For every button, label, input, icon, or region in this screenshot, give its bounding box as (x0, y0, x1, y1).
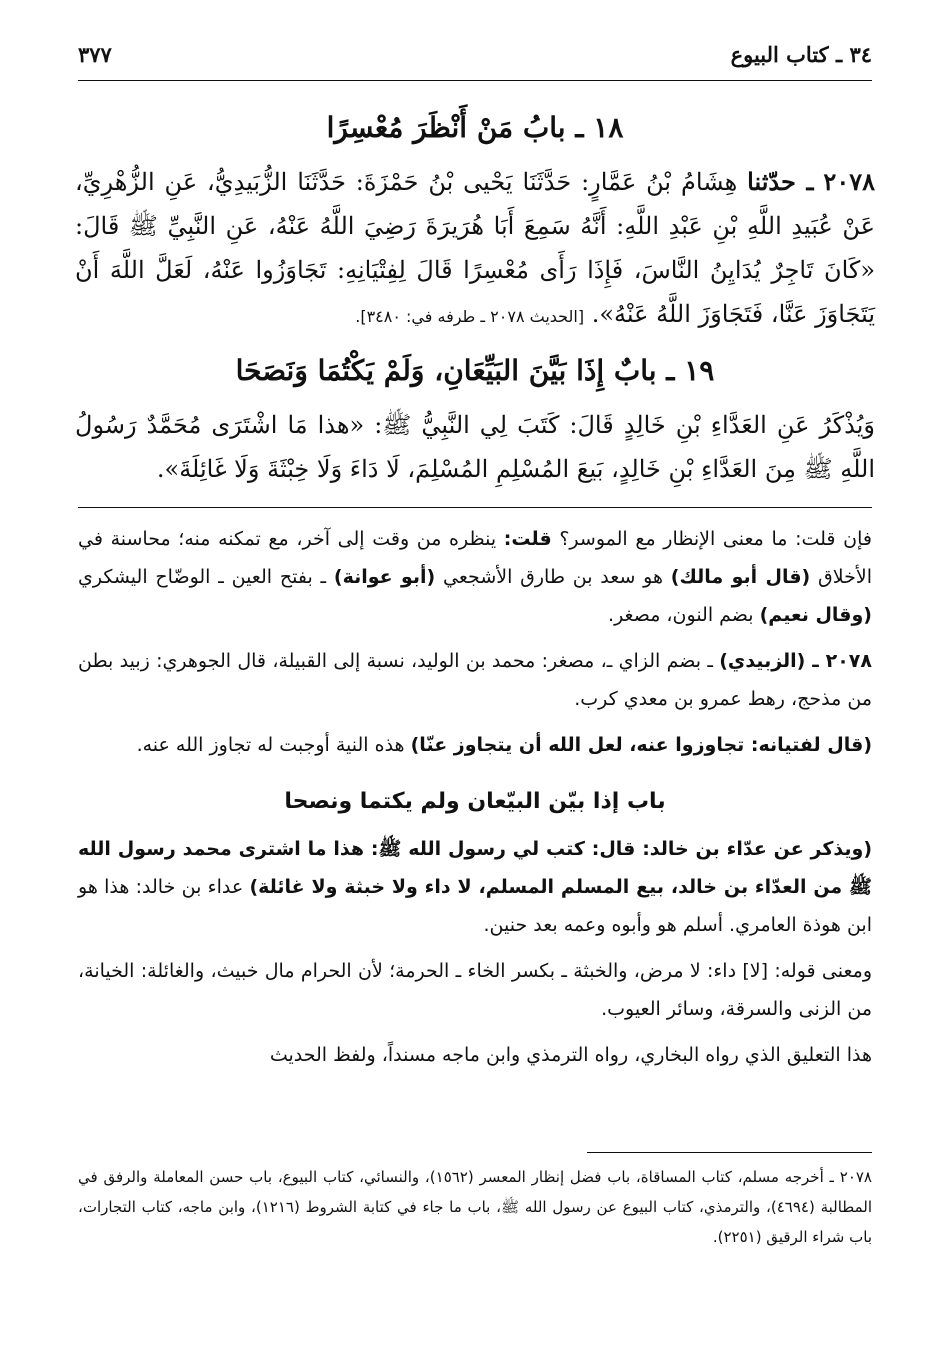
gloss: ـ بفتح العين ـ الوضّاح اليشكري (78, 566, 327, 588)
commentary-paragraph (78, 642, 872, 718)
commentary-paragraph (78, 520, 872, 634)
quoted-text: (ويذكر عن عدّاء بن خالد: قال: كتب لي رسول الله ﷺ: هذا ما اشترى محمد رسول الله ﷺ من العدّاء بن خالد، بيع المسلم المسلم، لا داء ولا خبثة ولا غائلة) (78, 838, 872, 898)
hadith-lead: ـ حدّثنا (747, 167, 814, 196)
question: فإن قلت: ما معنى الإنظار مع الموسر؟ (559, 528, 872, 550)
term: (قال أبو مالك) (670, 566, 811, 588)
term: (وقال نعيم) (759, 604, 872, 626)
main-text (75, 92, 875, 491)
commentary-paragraph (78, 830, 872, 944)
header-rule (78, 80, 872, 81)
hadith-text: هِشَامُ بْنُ عَمَّارٍ: حَدَّثَنَا يَحْيى بْنُ حَمْزَةَ: حَدَّثَنَا الزُّبَيدِيُّ، عَنِ الزُّهْرِيِّ، عَنْ عُبَيدِ اللَّهِ بْنِ عَبْدِ اللَّهِ: أَنَّهُ سَمِعَ أَبَا هُرَيرَةَ رَضِيَ اللَّهُ عَنْهُ، عَنِ النَّبِيِّ ﷺ قَالَ: «كَانَ تَاجِرٌ يُدَايِنُ النَّاسَ، فَإِذَا رَأَى مُعْسِرًا قَالَ لِفِتْيَانِهِ: تَجَاوَزُوا عَنْهُ، لَعَلَّ اللَّهَ أَنْ يَتَجَاوَزَ عَنَّا، فَتَجَاوَزَ اللَّهُ عَنْهُ». (75, 168, 875, 328)
commentary-paragraph: هذا التعليق الذي رواه البخاري، رواه الترمذي وابن ماجه مسنداً، ولفظ الحديث (269, 1044, 872, 1066)
term: (قال لفتيانه: تجاوزوا عنه، لعل الله أن يتجاوز عنّا) (410, 734, 872, 756)
hadith-number: ٢٠٧٨ (823, 167, 875, 196)
footnote-rule (587, 1152, 872, 1153)
gloss: ـ بضم الزاي ـ، مصغر: محمد بن الوليد، نسبة إلى القبيلة، قال الجوهري: زبيد بطن من مذحج، رهط عمرو بن معدي كرب. (78, 650, 872, 710)
term: (أبو عوانة) (333, 566, 436, 588)
commentary-sub-heading: باب إذا بيّن البيّعان ولم يكتما ونصحا (284, 789, 666, 814)
answer-text: ينظره من وقت إلى آخر، مع تمكنه منه؛ محاسنة في الأخلاق (78, 528, 872, 588)
hadith-2078 (75, 160, 875, 339)
chapter-heading-18: ١٨ ـ بابُ مَنْ أَنْظَرَ مُعْسِرًا (326, 111, 624, 144)
term: ٢٠٧٨ ـ (الزبيدي) (719, 650, 872, 672)
footnote: ٢٠٧٨ ـ أخرجه مسلم، كتاب المساقاة، باب فضل إنظار المعسر (١٥٦٢)، والنسائي، كتاب البيوع، باب حسن المعاملة والرفق في المطالبة (٤٦٩٤)، والترمذي، كتاب البيوع عن رسول الله ﷺ، باب ما جاء في كتابة الشروط (١٢١٦)، وابن ماجه، كتاب التجارات، باب شراء الرقيق (٢٢٥١). (78, 1168, 873, 1246)
gloss: هذه النية أوجبت له تجاوز الله عنه. (136, 734, 405, 756)
chapter-heading-19: ١٩ ـ بابٌ إِذَا بَيَّنَ البَيِّعَانِ، وَلَمْ يَكْتُمَا وَنَصَحَا (235, 354, 715, 387)
gloss: هو سعد بن طارق الأشجعي (443, 566, 663, 588)
running-head: ٣٤ ـ كتاب البيوع (730, 42, 872, 67)
commentary-paragraph: ومعنى قوله: [لا] داء: لا مرض، والخبثة ـ بكسر الخاء ـ الحرمة؛ لأن الحرام مال خبيث، والغائلة: الخيانة، من الزنى والسرقة، وسائر العيوب. (78, 960, 872, 1020)
hadith-reference: [الحديث ٢٠٧٨ ـ طرفه في: ٣٤٨٠]. (355, 307, 585, 326)
answer-label: قلت: (503, 528, 552, 550)
section-rule (78, 507, 872, 508)
gloss: بضم النون، مصغر. (608, 604, 754, 626)
gloss: عداء بن خالد: هذا هو ابن هوذة العامري. أسلم هو وأبوه وعمه بعد حنين. (78, 876, 872, 936)
chapter-19-text: وَيُذْكَرُ عَنِ العَدَّاءِ بْنِ خَالِدٍ قَالَ: كَتَبَ لِي النَّبِيُّ ﷺ: «هذا مَا اشْتَرَى مُحَمَّدٌ رَسُولُ اللَّهِ ﷺ مِنَ العَدَّاءِ بْنِ خَالِدٍ، بَيعَ المُسْلِمِ المُسْلِمَ، لَا دَاءَ وَلَا خِبْثَةَ وَلَا غَائِلَةَ». (75, 411, 875, 483)
commentary-paragraph (78, 726, 872, 764)
page-number: ٣٧٧ (78, 42, 112, 67)
page-header (78, 38, 872, 74)
commentary (78, 520, 872, 1082)
